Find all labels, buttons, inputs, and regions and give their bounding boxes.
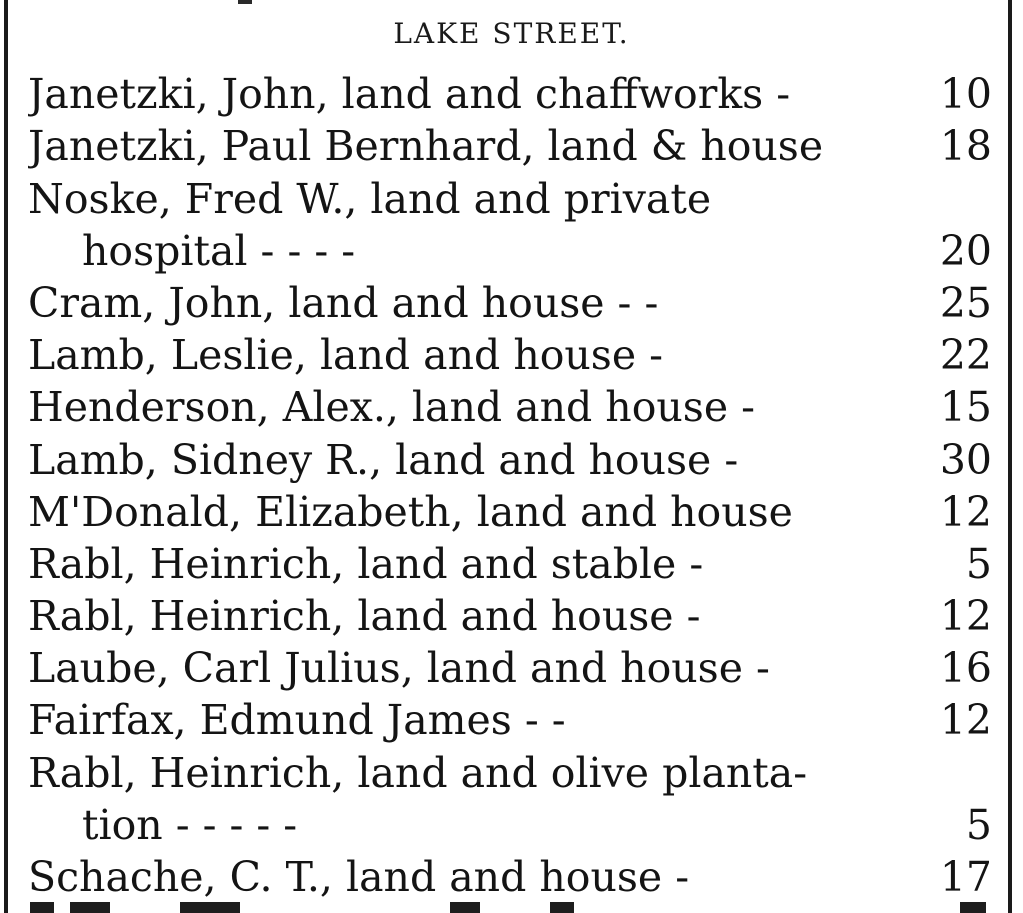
top-cropped-mark	[238, 0, 252, 4]
list-entry-continuation: hospital - - - -	[82, 227, 356, 275]
entry-amount	[900, 747, 992, 799]
list-entry: Fairfax, Edmund James - -	[28, 696, 566, 744]
entry-amount: 12	[939, 696, 992, 744]
list-entry: Lamb, Sidney R., land and house -	[28, 436, 739, 484]
entry-amount: 12	[939, 488, 992, 536]
list-entry: Laube, Carl Julius, land and house -	[28, 644, 770, 692]
entry-amount: 30	[939, 436, 992, 484]
list-entry: Henderson, Alex., land and house -	[28, 383, 755, 431]
entry-amount	[900, 173, 992, 225]
list-entry: Janetzki, Paul Bernhard, land & house	[28, 122, 824, 170]
list-entry: Schache, C. T., land and house -	[28, 853, 690, 901]
entry-amount: 5	[965, 540, 992, 588]
list-entry: Rabl, Heinrich, land and house -	[28, 592, 701, 640]
list-entry: Noske, Fred W., land and private	[28, 175, 712, 223]
list-entry: Lamb, Leslie, land and house -	[28, 331, 663, 379]
entry-amount: 22	[939, 331, 992, 379]
list-entry: M'Donald, Elizabeth, land and house	[28, 488, 793, 536]
entry-amount: 12	[939, 592, 992, 640]
entry-amount: 15	[939, 383, 992, 431]
left-column-rule	[4, 0, 8, 913]
list-entry: Janetzki, John, land and chaffworks -	[28, 70, 791, 118]
entry-amount: 20	[939, 227, 992, 275]
entry-amount: 10	[939, 70, 992, 118]
list-entry: Rabl, Heinrich, land and olive planta-	[28, 749, 808, 797]
cropped-next-entry	[30, 902, 990, 913]
entry-amount: 17	[939, 853, 992, 901]
entry-amount: 16	[939, 644, 992, 692]
entry-amount: 5	[965, 801, 992, 849]
entry-amount: 18	[939, 122, 992, 170]
list-entry-continuation: tion - - - - -	[82, 801, 298, 849]
entry-amount: 25	[939, 279, 992, 327]
right-column-rule	[1008, 0, 1012, 913]
list-entry: Rabl, Heinrich, land and stable -	[28, 540, 704, 588]
section-heading: LAKE STREET.	[393, 17, 630, 50]
list-entry: Cram, John, land and house - -	[28, 279, 659, 327]
